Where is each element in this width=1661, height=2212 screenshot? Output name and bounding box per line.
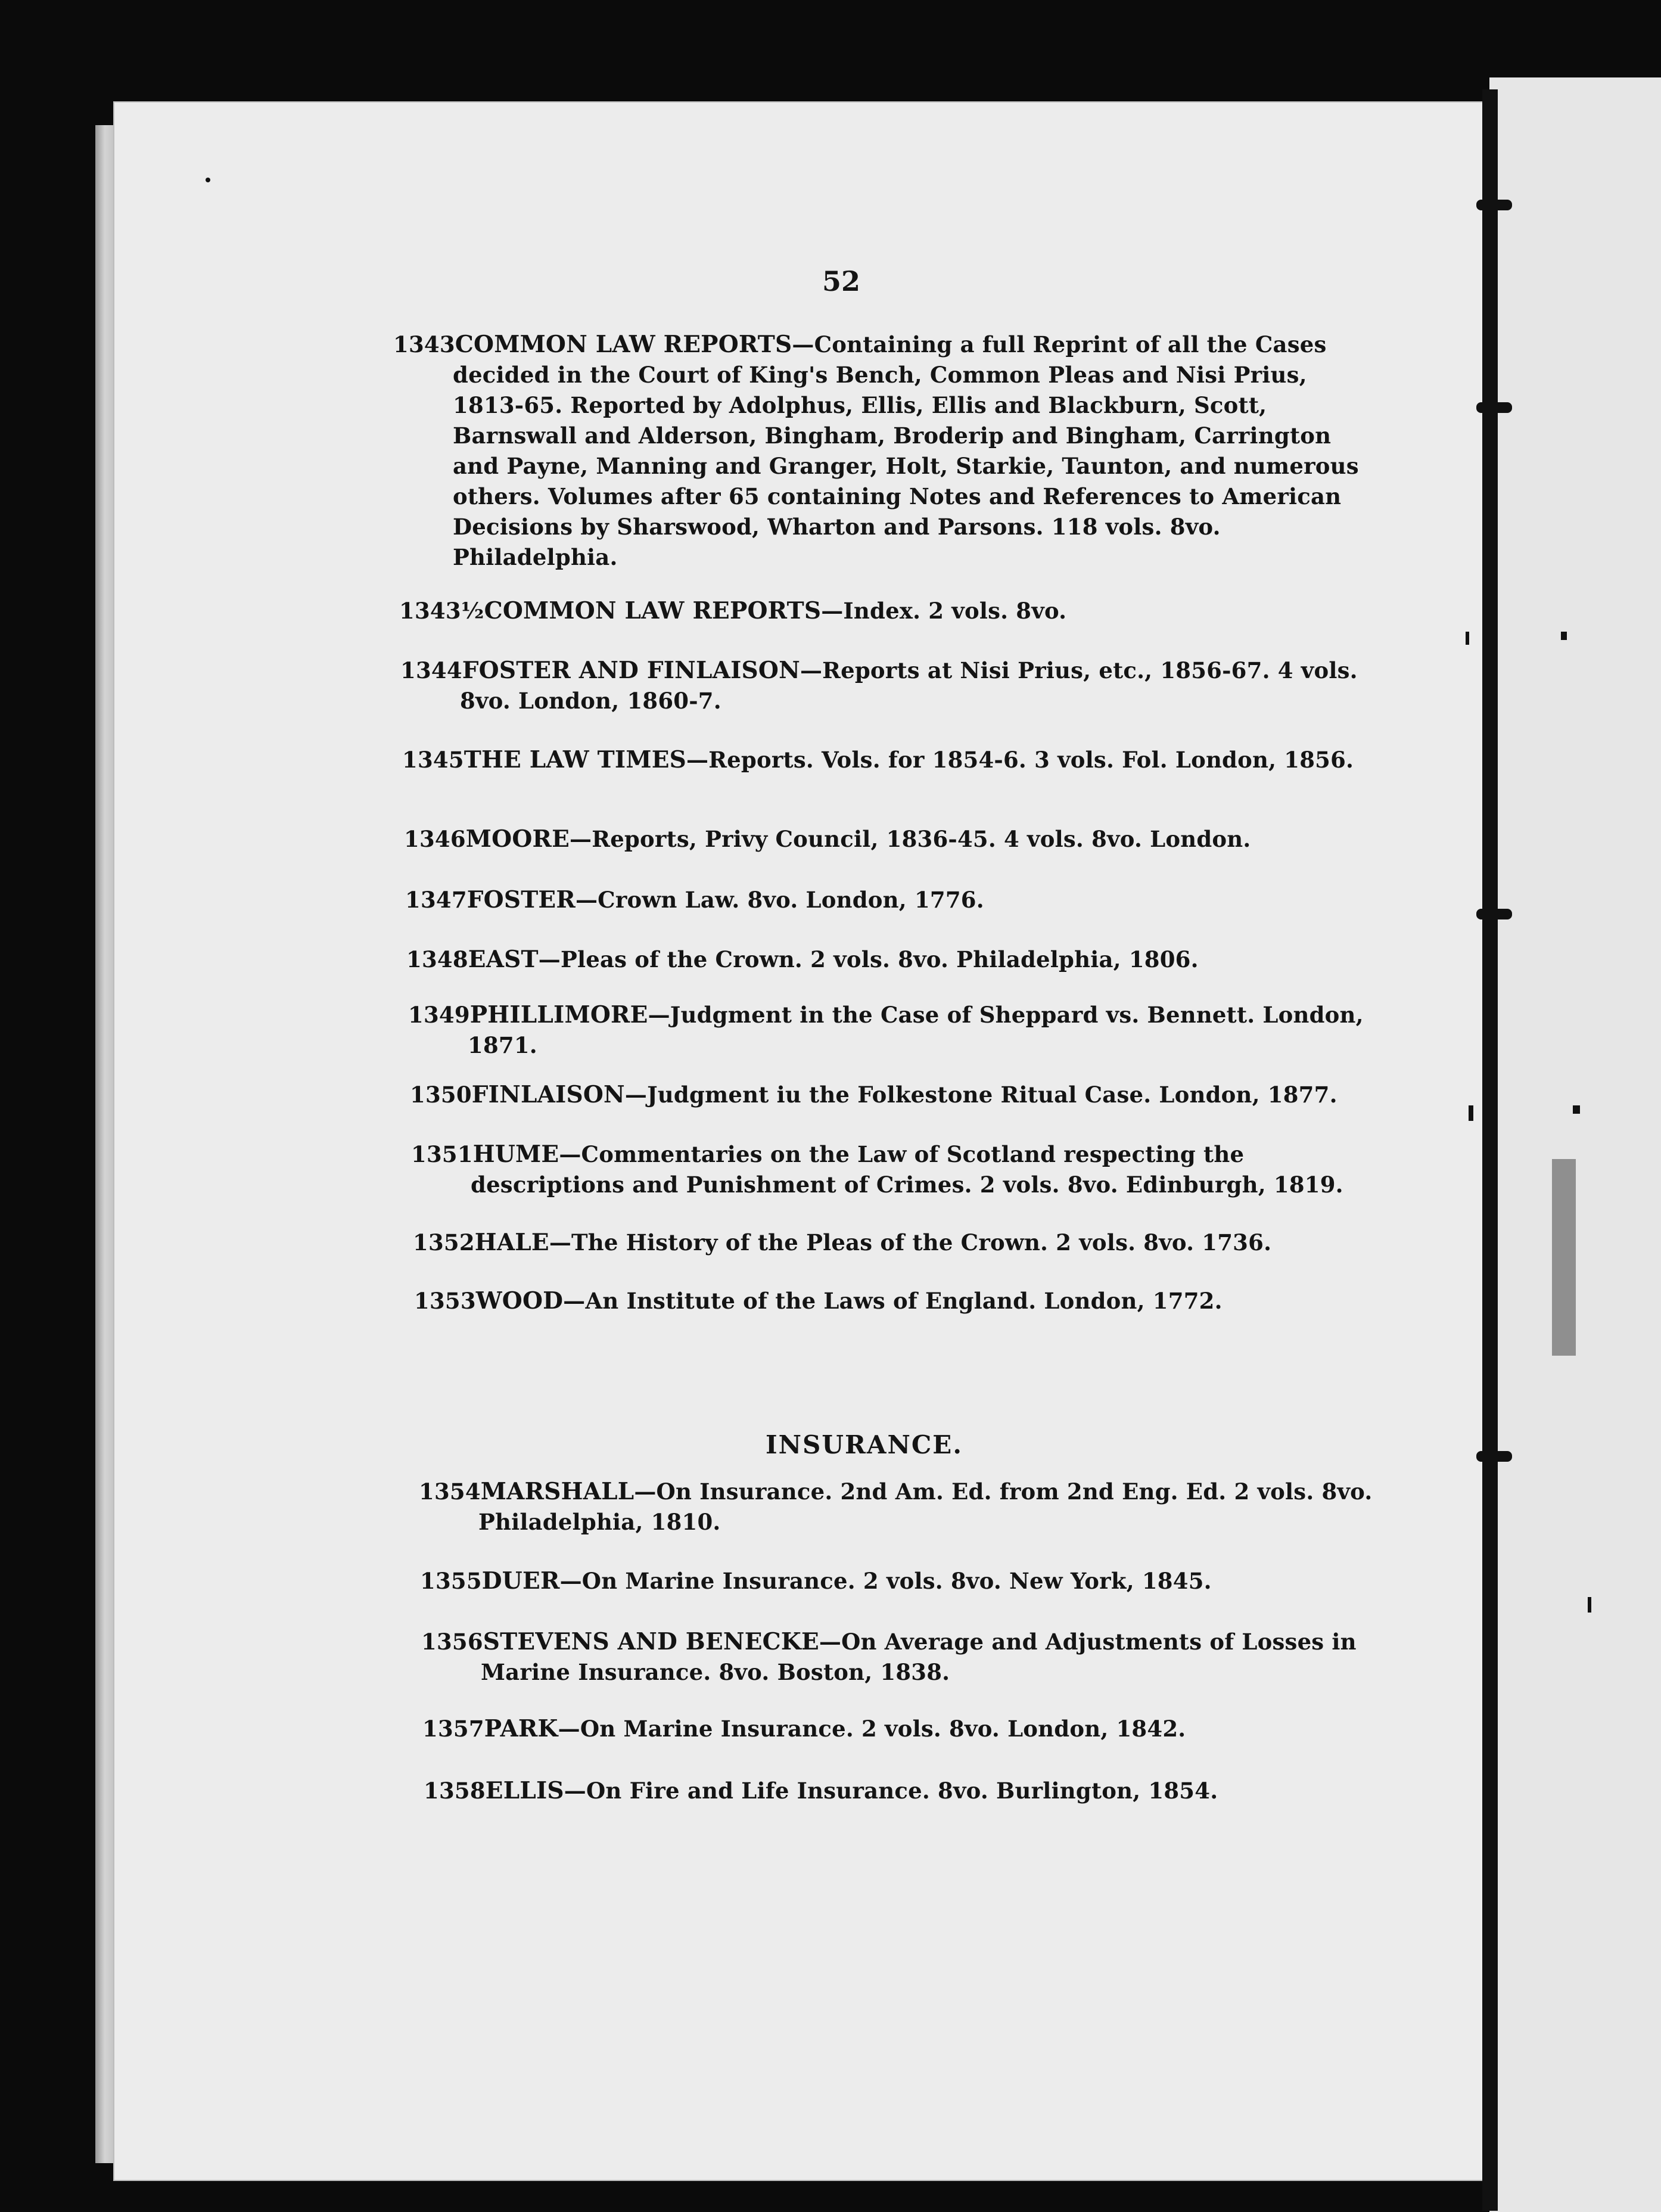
entry-number: 1349 — [408, 1002, 470, 1028]
entry-heading: ELLIS — [485, 1777, 564, 1804]
catalog-entry — [414, 1286, 1397, 1316]
entry-heading: COMMON LAW REPORTS — [484, 597, 822, 625]
catalog-entry — [410, 1080, 1390, 1110]
entry-text: —Judgment in the Case of Sheppard vs. Bennett. London, 1871. — [468, 1002, 1364, 1058]
entry-number: 1343½ — [399, 598, 484, 624]
entry-heading: HUME — [472, 1141, 559, 1168]
entry-heading: PHILLIMORE — [469, 1001, 648, 1029]
entry-number: 1352 — [413, 1229, 475, 1256]
entry-text: —On Marine Insurance. 2 vols. 8vo. New York, 1845. — [559, 1568, 1212, 1594]
catalog-entry — [424, 1776, 1410, 1806]
catalog-entry — [402, 745, 1382, 775]
entry-number: 1357 — [422, 1716, 484, 1742]
entry-heading: HALE — [474, 1229, 549, 1256]
entry-number: 1353 — [414, 1288, 476, 1314]
entry-number: 1343 — [393, 331, 455, 358]
entry-number: 1354 — [419, 1478, 481, 1505]
entry-text: —Reports, Privy Council, 1836-45. 4 vols. 8vo. London. — [570, 826, 1251, 852]
entry-text: —Commentaries on the Law of Scotland respecting the descriptions and Punishment of Crimes. 2 vols. 8vo. Edinburgh, 1819. — [471, 1141, 1343, 1198]
catalog-entry — [406, 945, 1386, 975]
catalog-entry — [404, 824, 1384, 855]
entry-number: 1345 — [402, 747, 464, 773]
entry-text: —On Average and Adjustments of Losses in Marine Insurance. 8vo. Boston, 1838. — [481, 1629, 1357, 1685]
entry-text: —An Institute of the Laws of England. London, 1772. — [563, 1288, 1223, 1314]
entry-text: —Reports at Nisi Prius, etc., 1856-67. 4 vols. 8vo. London, 1860-7. — [460, 657, 1358, 714]
entry-number: 1358 — [424, 1778, 486, 1804]
catalog-entry — [405, 885, 1385, 915]
catalog-entry — [408, 1000, 1388, 1061]
entry-text: —Containing a full Reprint of all the Cases decided in the Court of King's Bench, Common Pleas and Nisi Prius, 1813-65. Reported by Adolphus, Ellis, Ellis and Blackburn, Scott, Barnswall and Alderson, Bingham, Broderip and Bingham, Carrington and Payne, Manning and Granger, Holt, Starkie, Taunton, and numerous others. Volumes after 65 containing Notes and References to American Decisions by Sharswood, Wharton and Parsons. 118 vols. 8vo. Philadelphia. — [453, 331, 1359, 570]
entry-number: 1347 — [405, 887, 467, 913]
entry-number: 1351 — [411, 1141, 473, 1167]
catalog-entry — [400, 655, 1377, 716]
catalog-entry — [413, 1228, 1396, 1258]
entry-number: 1344 — [400, 657, 462, 684]
entry-text: —Pleas of the Crown. 2 vols. 8vo. Philadelphia, 1806. — [538, 946, 1199, 973]
entry-text: —On Marine Insurance. 2 vols. 8vo. London, 1842. — [558, 1716, 1186, 1742]
entry-heading: MARSHALL — [480, 1478, 634, 1505]
entry-heading: MOORE — [465, 825, 570, 853]
page-number: 52 — [822, 265, 861, 297]
entry-heading: FOSTER AND FINLAISON — [462, 657, 800, 684]
entry-text: —Judgment iu the Folkestone Ritual Case. London, 1877. — [624, 1082, 1337, 1108]
entry-number: 1348 — [406, 946, 468, 973]
entry-heading: FOSTER — [466, 886, 576, 914]
entry-number: 1355 — [420, 1568, 482, 1594]
entry-heading: DUER — [481, 1567, 560, 1595]
entry-text: —Reports. Vols. for 1854-6. 3 vols. Fol. London, 1856. — [686, 747, 1354, 773]
catalog-entry — [421, 1627, 1407, 1688]
entry-text: —Index. 2 vols. 8vo. — [821, 598, 1067, 624]
entry-number: 1356 — [421, 1629, 483, 1655]
section-heading-insurance: INSURANCE. — [766, 1430, 963, 1459]
catalog-entry — [419, 1477, 1402, 1537]
catalog-entry — [411, 1139, 1394, 1200]
catalog-entry — [393, 330, 1367, 573]
entry-heading: STEVENS AND BENECKE — [483, 1628, 819, 1655]
entry-number: 1350 — [410, 1082, 472, 1108]
entry-text: —On Fire and Life Insurance. 8vo. Burlington, 1854. — [564, 1778, 1218, 1804]
entry-heading: COMMON LAW REPORTS — [455, 331, 792, 358]
entry-text: —On Insurance. 2nd Am. Ed. from 2nd Eng. Ed. 2 vols. 8vo. Philadelphia, 1810. — [478, 1478, 1373, 1535]
catalog-entry — [399, 596, 1370, 626]
entry-heading: EAST — [468, 946, 539, 973]
entry-text: —The History of the Pleas of the Crown. 2 vols. 8vo. 1736. — [549, 1229, 1272, 1256]
entry-heading: FINLAISON — [471, 1081, 625, 1108]
entry-text: —Crown Law. 8vo. London, 1776. — [575, 887, 984, 913]
catalog-entry — [420, 1566, 1403, 1596]
entry-heading: WOOD — [475, 1287, 564, 1315]
entry-heading: THE LAW TIMES — [464, 746, 686, 773]
entry-heading: PARK — [484, 1715, 558, 1742]
entry-number: 1346 — [404, 826, 466, 852]
catalog-entry — [422, 1714, 1408, 1744]
